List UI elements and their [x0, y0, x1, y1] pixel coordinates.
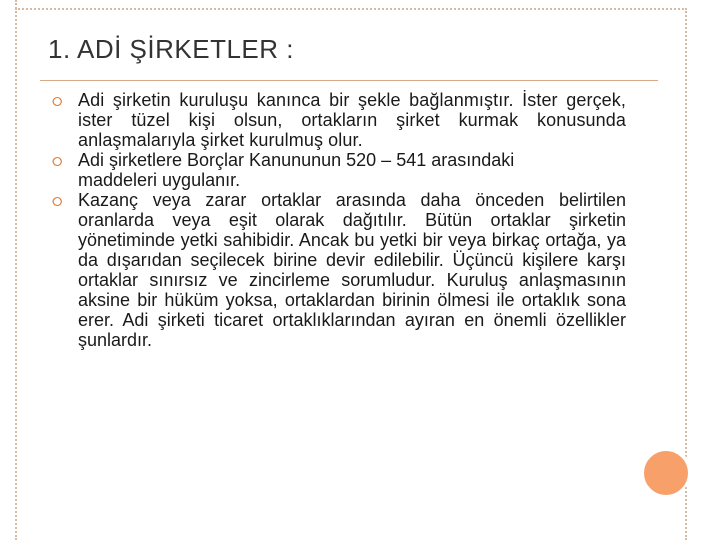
bullet-item	[52, 190, 626, 350]
frame-border-top	[15, 8, 687, 10]
bullet-text: Adi şirketin kuruluşu kanınca bir şekle bağlanmıştır. İster gerçek, ister tüzel kişi olsun, ortakların şirket kurmak konusunda anlaşmalarıyla şirket kurulmuş olur.	[78, 90, 626, 150]
ring-bullet-icon: ⭘	[52, 154, 63, 169]
title-divider	[40, 80, 658, 81]
bullet-item	[52, 150, 533, 190]
ring-bullet-icon: ⭘	[52, 94, 63, 109]
bullet-text: Adi şirketlere Borçlar Kanununun 520 – 541 arasındaki maddeleri uygulanır.	[78, 150, 515, 190]
ring-bullet-icon: ⭘	[52, 194, 63, 209]
slide-title: 1. ADİ ŞİRKETLER :	[48, 34, 294, 64]
decorative-circle-icon	[642, 449, 690, 497]
bullet-item	[52, 90, 626, 150]
frame-border-left	[15, 0, 17, 540]
bullet-list	[52, 90, 626, 350]
bullet-text: Kazanç veya zarar ortaklar arasında daha önceden belirtilen oranlarda veya eşit olarak dağıtılır. Bütün ortaklar şirketin yönetiminde yetki sahibidir. Ancak bu yetki bir veya birkaç ortağa, ya da dışarıdan seçilecek birine devir edilebilir. Üçüncü kişilere karşı ortaklar sınırsız ve zincirleme sorumludur. Kuruluş anlaşmasının aksine bir hüküm yoksa, ortaklardan birinin ölmesi ile ortaklık sona erer. Adi şirketi ticaret ortaklıklarından ayıran en önemli özellikler şunlardır.	[78, 190, 626, 350]
